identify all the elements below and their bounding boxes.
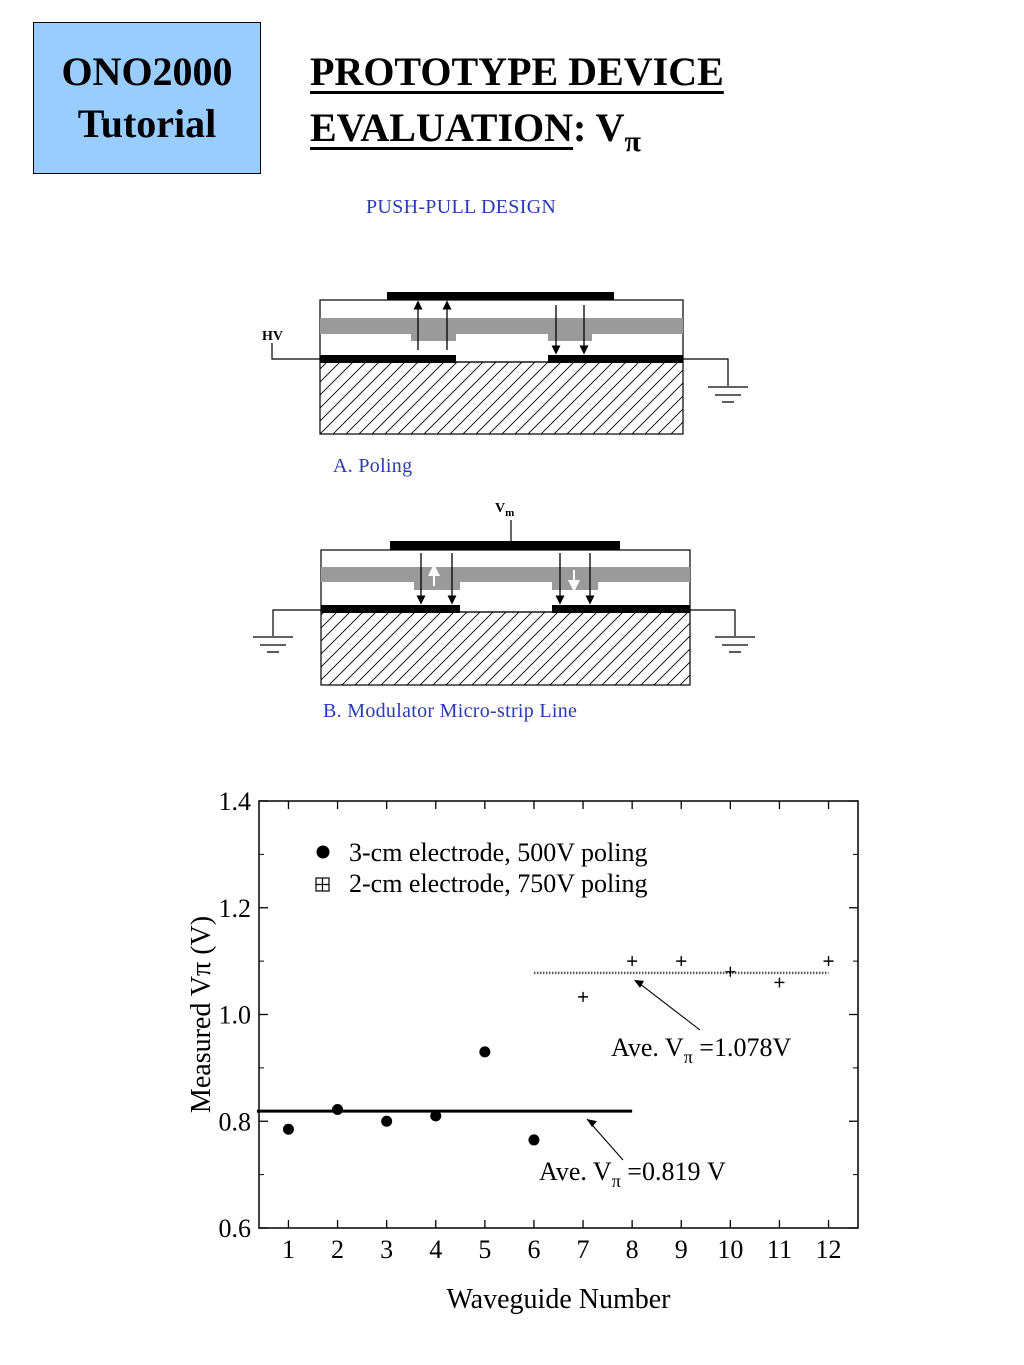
data-point-series-2 bbox=[627, 956, 637, 966]
poling-diagram bbox=[262, 292, 748, 434]
x-axis-label: Waveguide Number bbox=[446, 1284, 671, 1315]
badge-line1: ONO2000 bbox=[61, 49, 233, 94]
data-point-series-1 bbox=[332, 1104, 343, 1115]
ground-icon bbox=[253, 637, 293, 652]
x-tick-label: 10 bbox=[717, 1235, 744, 1264]
top-electrode bbox=[387, 292, 614, 300]
caption-modulator: B. Modulator Micro-strip Line bbox=[323, 700, 578, 722]
x-tick-label: 7 bbox=[576, 1235, 590, 1264]
y-axis-label: Measured Vπ (V) bbox=[186, 915, 217, 1114]
annotation-average-2: Ave. $V_\pi =1.078V$ bbox=[611, 1033, 792, 1067]
title-pi-subscript: π bbox=[624, 125, 641, 158]
y-tick-label: 1.0 bbox=[218, 1000, 251, 1030]
legend-marker-series-1 bbox=[317, 846, 330, 859]
data-point-series-2 bbox=[725, 967, 735, 977]
x-tick-label: 12 bbox=[815, 1235, 842, 1264]
vpi-chart bbox=[0, 760, 1024, 1360]
x-tick-label: 9 bbox=[674, 1235, 688, 1264]
y-tick-label: 0.8 bbox=[218, 1107, 251, 1137]
x-tick-label: 3 bbox=[380, 1235, 394, 1264]
title-line2-underlined: EVALUATION bbox=[310, 105, 574, 150]
x-tick-label: 2 bbox=[331, 1235, 345, 1264]
data-point-series-1 bbox=[528, 1134, 539, 1145]
annotation-average-1: Ave. $V_\pi =0.819$ V bbox=[539, 1157, 726, 1191]
legend-marker-series-2-cross bbox=[316, 878, 329, 891]
x-tick-label: 6 bbox=[527, 1235, 541, 1264]
data-point-series-2 bbox=[676, 956, 686, 966]
y-tick-label: 1.2 bbox=[218, 893, 251, 923]
vm-label: $V_m$ bbox=[495, 501, 515, 519]
legend-label-series-2: 2-cm electrode, 750V poling bbox=[349, 869, 648, 898]
data-point-series-2 bbox=[824, 956, 834, 966]
data-point-series-2 bbox=[578, 992, 588, 1002]
x-tick-label: 11 bbox=[766, 1235, 792, 1264]
data-point-series-1 bbox=[283, 1124, 294, 1135]
ground-icon bbox=[715, 637, 755, 652]
annotation-arrowhead-2 bbox=[634, 980, 644, 988]
y-tick-label: 1.4 bbox=[218, 787, 251, 816]
signal-electrode bbox=[390, 541, 620, 550]
title-line1: PROTOTYPE DEVICE bbox=[310, 49, 724, 94]
ground-icon bbox=[708, 387, 748, 402]
modulator-diagram bbox=[253, 501, 755, 685]
x-tick-label: 1 bbox=[281, 1235, 295, 1264]
annotation-arrowhead-1 bbox=[587, 1119, 597, 1127]
title-line2-rest: : V bbox=[573, 105, 625, 150]
x-tick-label: 5 bbox=[478, 1235, 492, 1264]
x-tick-label: 8 bbox=[625, 1235, 639, 1264]
hv-label: HV bbox=[262, 329, 283, 344]
x-tick-label: 4 bbox=[429, 1235, 443, 1264]
data-point-series-1 bbox=[479, 1046, 490, 1057]
caption-poling: A. Poling bbox=[333, 455, 413, 477]
y-tick-label: 0.6 bbox=[218, 1214, 251, 1243]
diagram-heading: PUSH-PULL DESIGN bbox=[366, 196, 557, 218]
data-point-series-1 bbox=[381, 1116, 392, 1127]
data-point-series-1 bbox=[430, 1110, 441, 1121]
annotation-arrow-2 bbox=[636, 981, 700, 1030]
legend-label-series-1: 3-cm electrode, 500V poling bbox=[349, 838, 648, 867]
data-point-series-2 bbox=[774, 977, 784, 987]
badge-line2: Tutorial bbox=[77, 101, 217, 146]
